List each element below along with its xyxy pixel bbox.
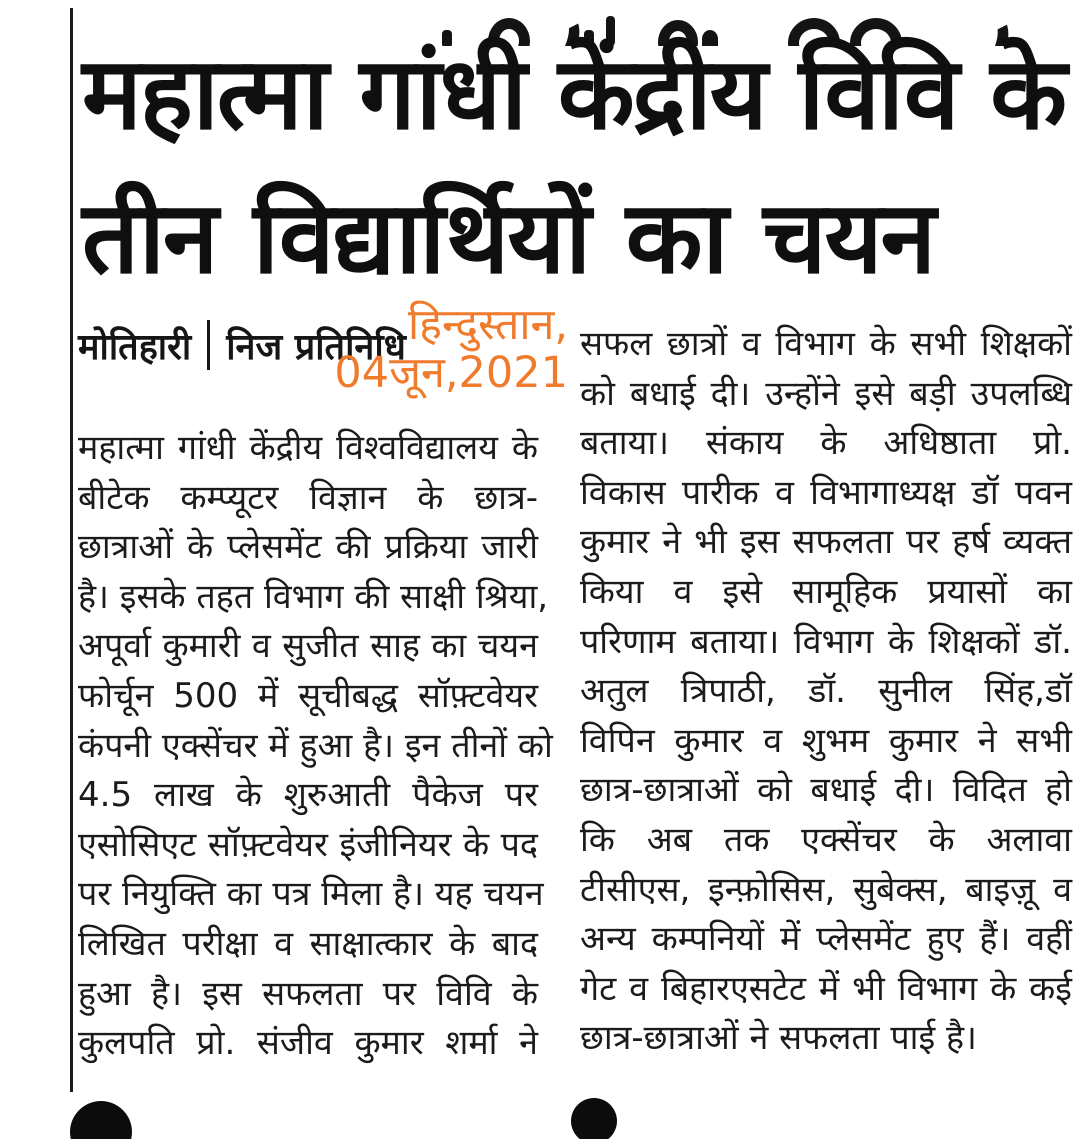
article-line: अपूर्वा कुमारी व सुजीत साह का चयन <box>78 626 538 667</box>
headline-line-1: महात्मा गांधी केंद्रीय विवि के <box>82 35 1066 152</box>
article-line: कि अब तक एक्सेंचर के अलावा <box>580 819 1072 860</box>
article-line: है। इसके तहत विभाग की साक्षी श्रिया, <box>78 576 549 617</box>
article-line: छात्राओं के प्लेसमेंट की प्रक्रिया जारी <box>78 527 538 568</box>
date-stamp <box>310 301 568 397</box>
article-line: अन्य कम्पनियों में प्लेसमेंट हुए हैं। वहीं <box>580 919 1072 960</box>
article-line: अतुल त्रिपाठी, डॉ. सुनील सिंह,डॉ <box>580 671 1072 712</box>
byline-divider <box>207 320 210 370</box>
headline-line-2: तीन विद्यार्थियों का चयन <box>82 179 934 296</box>
article-line: कुलपति प्रो. संजीव कुमार शर्मा ने <box>78 1023 538 1064</box>
column-right <box>580 320 1072 1064</box>
article-line: 4.5 लाख के शुरुआती पैकेज पर <box>78 775 538 816</box>
article-line: छात्र-छात्राओं ने सफलता पाई है। <box>580 1018 977 1059</box>
article-line: कुमार ने भी इस सफलता पर हर्ष व्यक्त <box>580 522 1072 563</box>
article-line: फोर्चून 500 में सूचीबद्ध सॉफ़्टवेयर <box>78 675 538 716</box>
article-line: परिणाम बताया। विभाग के शिक्षकों डॉ. <box>580 621 1072 662</box>
stamp-source: हिन्दुस्तान, <box>408 300 568 350</box>
byline-location: मोतिहारी <box>78 326 192 368</box>
article-line: लिखित परीक्षा व साक्षात्कार के बाद <box>78 923 538 964</box>
article-line: विपिन कुमार व शुभम कुमार ने सभी <box>580 720 1072 761</box>
article-line: बताया। संकाय के अधिष्ठाता प्रो. <box>580 423 1072 464</box>
stamp-date: 04जून,2021 <box>334 348 568 398</box>
article-line: गेट व बिहारएसटेट में भी विभाग के कई <box>580 968 1072 1009</box>
article-line: टीसीएस, इन्फ़ोसिस, सुबेक्स, बाइज़ू व <box>580 869 1072 910</box>
article-line: एसोसिएट सॉफ़्टवेयर इंजीनियर के पद <box>78 824 538 865</box>
article-line: बीटेक कम्प्यूटर विज्ञान के छात्र- <box>78 477 538 518</box>
article-line: विकास पारीक व विभागाध्यक्ष डॉ पवन <box>580 472 1072 513</box>
article-line: सफल छात्रों व विभाग के सभी शिक्षकों <box>580 324 1072 364</box>
article-line: पर नियुक्ति का पत्र मिला है। यह चयन <box>78 874 544 915</box>
article-line: कंपनी एक्सेंचर में हुआ है। इन तीनों को <box>78 725 553 766</box>
article-line: हुआ है। इस सफलता पर विवि के <box>78 973 538 1014</box>
article-line: किया व इसे सामूहिक प्रयासों का <box>580 571 1072 612</box>
column-left <box>78 424 553 1069</box>
byline-reporter: निज प्रतिनिधि <box>226 326 406 368</box>
article-line: महात्मा गांधी केंद्रीय विश्वविद्यालय के <box>78 428 538 468</box>
bullet-dot-icon <box>70 1101 132 1139</box>
article-line: छात्र-छात्राओं को बधाई दी। विदित हो <box>580 770 1072 811</box>
headline <box>82 30 1066 302</box>
article-line: को बधाई दी। उन्होंने इसे बड़ी उपलब्धि <box>580 373 1072 414</box>
left-edge-rule <box>70 8 73 1092</box>
bullet-dot-icon <box>571 1098 617 1139</box>
